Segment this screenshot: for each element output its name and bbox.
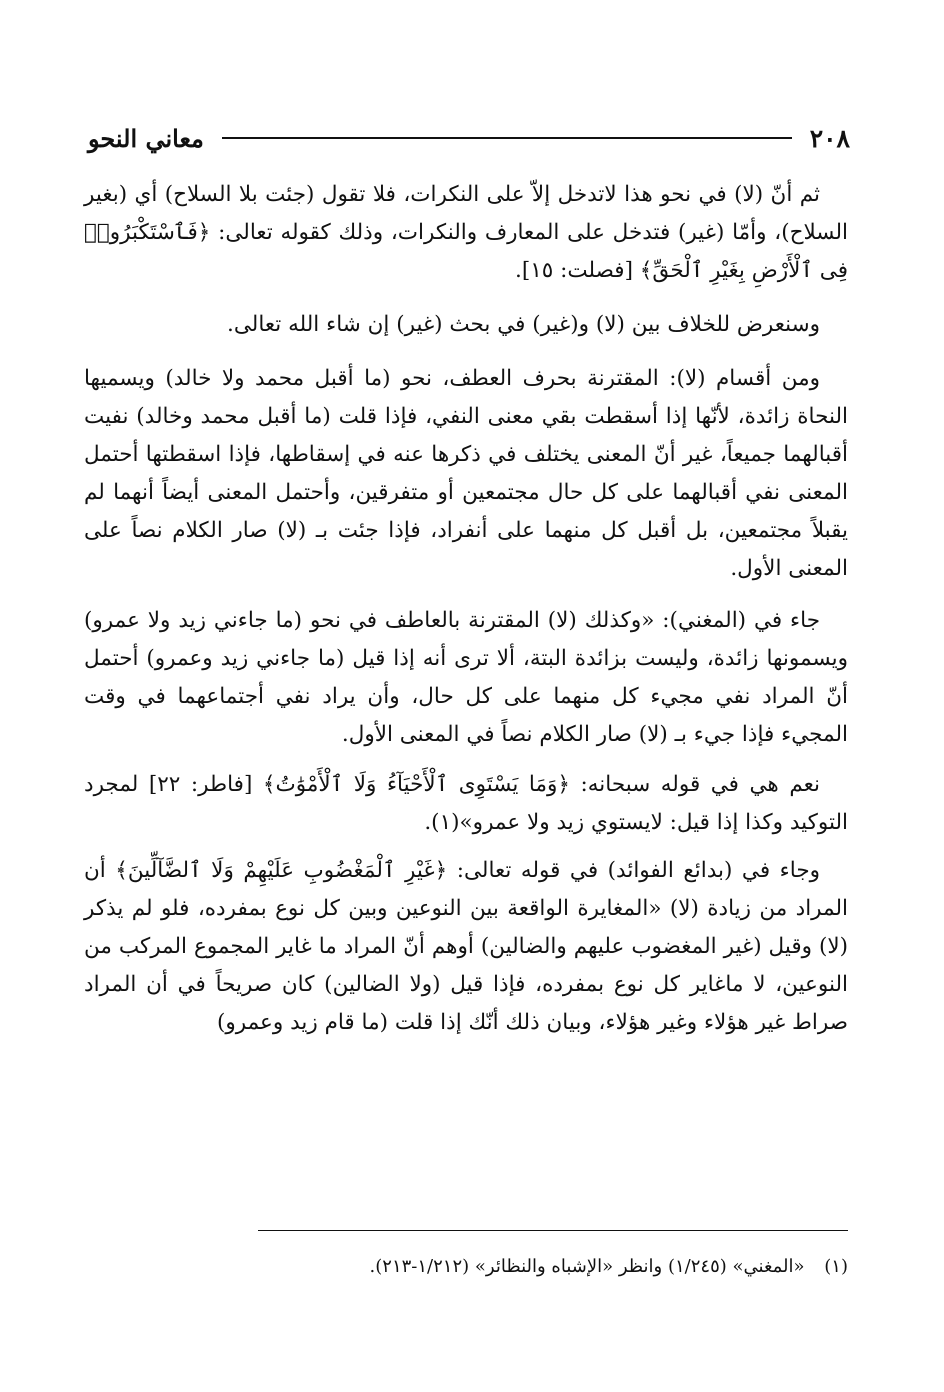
paragraph-6: وجاء في (بدائع الفوائد) في قوله تعالى: ﴿غَيْرِ ٱلْمَغْضُوبِ عَلَيْهِمْ وَلَا ٱلضَّآلِّينَ﴾ أن المراد من زيادة (لا) «المغايرة الواقعة بين النوعين وبين كل نوع بمفرده، فلو لم يذكر (لا) وقيل (غير المغضوب عليهم والضالين) أوهم أنّ المراد ما غاير المجموع المركب من النوعين، لا ماغاير كل نوع بمفرده، فإذا قيل (ولا الضالين) كان صريحاً في أن المراد صراط غير هؤلاء وغير هؤلاء، وبيان ذلك أنّك إذا قلت (ما قام زيد وعمرو) [84, 858, 848, 1035]
running-title: معاني النحو [88, 123, 204, 153]
footnote-marker: (١) [824, 1256, 848, 1277]
body-text [84, 176, 848, 1056]
footnote-rule [258, 1230, 848, 1231]
paragraph-4: جاء في (المغني): «وكذلك (لا) المقترنة بالعاطف في نحو (ما جاءني زيد ولا عمرو) ويسمونها زائدة، وليست بزائدة البتة، ألا ترى أنه إذا قيل (ما جاءني زيد وعمرو) أحتمل أنّ المراد نفي مجيء كل منهما على كل حال، وأن يراد نفي أجتماعهما في وقت المجيء فإذا جيء بـ (لا) صار الكلام نصاً في المعنى الأول. [84, 608, 848, 747]
footnote [84, 1252, 848, 1282]
paragraph-3: ومن أقسام (لا): المقترنة بحرف العطف، نحو (ما أقبل محمد ولا خالد) ويسميها النحاة زائدة، لأنّها إذا أسقطت بقي معنى النفي، فإذا قلت (ما أقبل محمد وخالد) نفيت أقبالهما جميعاً، غير أنّ المعنى يختلف في ذكرها عنه في إسقاطها، فإذا اسقطتها أحتمل المعنى نفي أقبالهما على كل حال مجتمعين أو متفرقين، وأحتمل المعنى أيضاً أنهما لم يقبلاً مجتمعين، بل أقبل كل منهما على أنفراد، فإذا جئت بـ (لا) صار الكلام نصاً على المعنى الأول. [84, 366, 848, 581]
paragraph-1: ثم أنّ (لا) في نحو هذا لاتدخل إلاّ على النكرات، فلا تقول (جئت بلا السلاح) أي (بغير السلاح)، وأمّا (غير) فتدخل على المعارف والنكرات، وذلك كقوله تعالى: ﴿فَٱسْتَكْبَرُوا۟ فِى ٱلْأَرْضِ بِغَيْرِ ٱلْحَقِّ﴾ [فصلت: ١٥]. [84, 182, 848, 283]
page-number: ٢٠٨ [809, 123, 850, 153]
page-header [88, 118, 850, 158]
footnote-text: «المغني» (١/٢٤٥) وانظر «الإشباه والنظائر» (١/٢١٢-٢١٣). [369, 1256, 805, 1277]
paragraph-2: وسنعرض للخلاف بين (لا) و(غير) في بحث (غير) إن شاء الله تعالى. [227, 312, 820, 337]
header-rule [222, 137, 792, 139]
paragraph-5: نعم هي في قوله سبحانه: ﴿وَمَا يَسْتَوِى ٱلْأَحْيَآءُ وَلَا ٱلْأَمْوَٰتُ﴾ [فاطر: ٢٢] لمجرد التوكيد وكذا إذا قيل: لايستوي زيد ولا عمرو»(١). [84, 772, 848, 835]
